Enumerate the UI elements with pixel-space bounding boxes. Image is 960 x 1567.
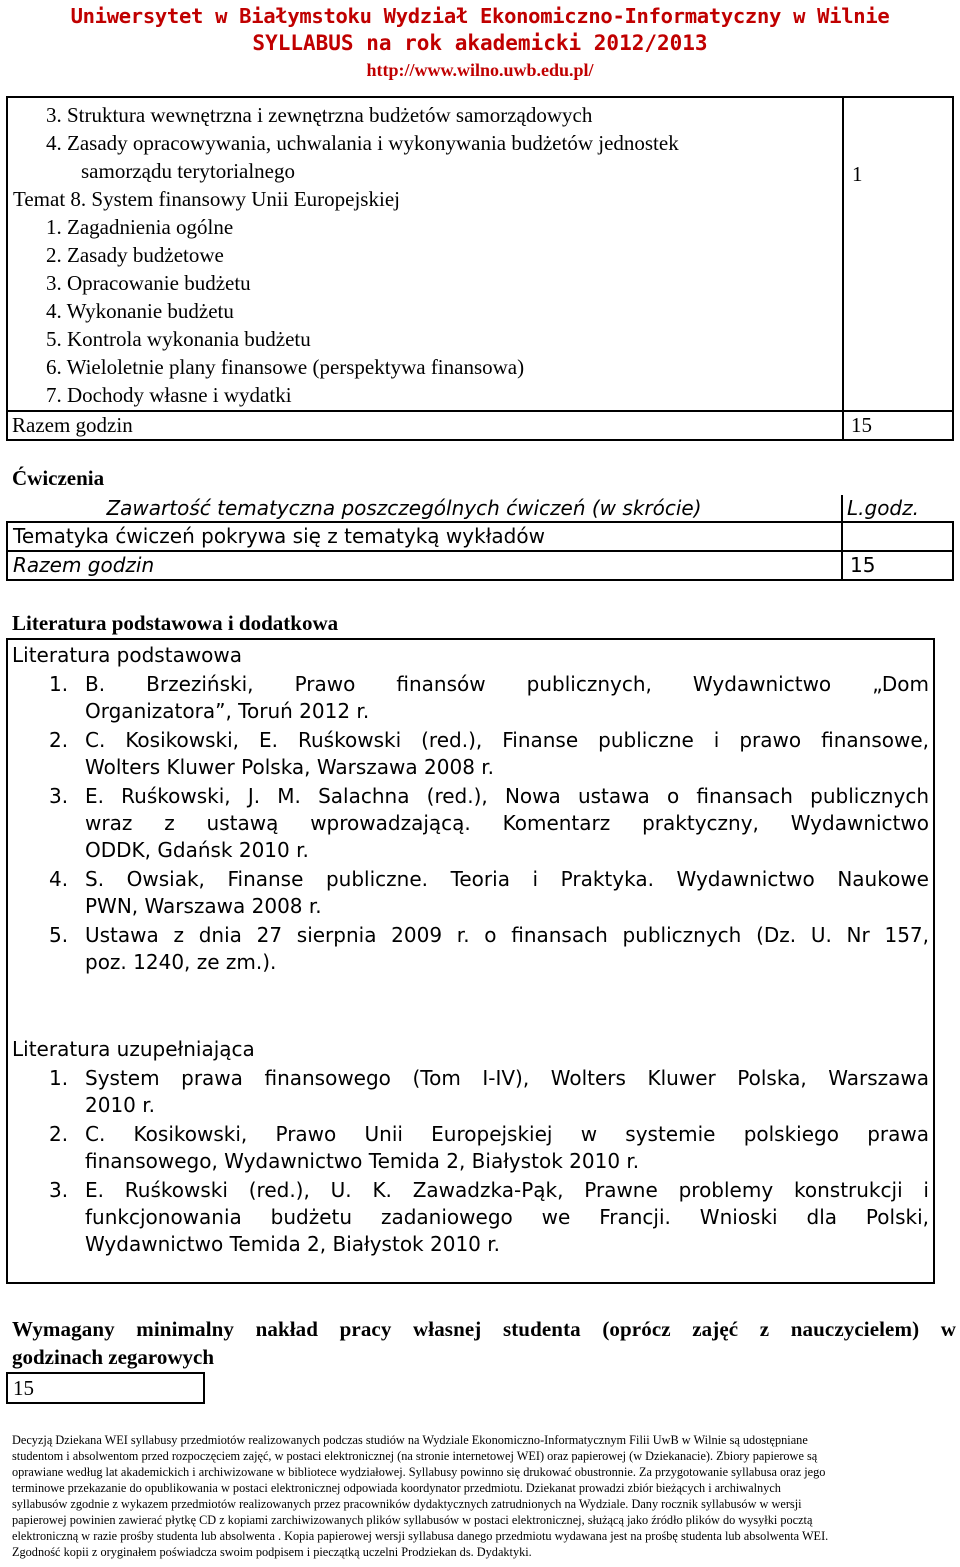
exercises-row-text: Tematyka ćwiczeń pokrywa się z tematyką wykładów [13, 524, 545, 548]
list-item-line: Wydawnictwo Temida 2, Białystok 2010 r. [85, 1232, 500, 1256]
topic-line: 2. Zasady budżetowe [46, 243, 224, 267]
workload-heading-cont: godzinach zegarowych [12, 1345, 215, 1369]
lecture-topics-table [6, 96, 954, 441]
basic-literature-label: Literatura podstawowa [12, 643, 243, 667]
workload-value: 15 [6, 1372, 205, 1404]
footer-line: syllabusów zgodnie z wykazem przedmiotów realizowanych przez pracowników dydaktycznych zatrudnionych na Wydziale. Dany rocznik syllabusów w wersji [12, 1497, 802, 1511]
list-item-line: B. Brzeziński, Prawo finansów publicznych, Wydawnictwo „Dom [85, 672, 929, 696]
list-number: 1. [49, 1066, 69, 1090]
list-number: 1. [49, 672, 69, 696]
list-item-line: PWN, Warszawa 2008 r. [85, 894, 322, 918]
list-item-line: ODDK, Gdańsk 2010 r. [85, 838, 309, 862]
list-number: 5. [49, 923, 69, 947]
total-label: Razem godzin [12, 413, 133, 437]
list-item-line: System prawa finansowego (Tom I-IV), Wolters Kluwer Polska, Warszawa [85, 1066, 929, 1090]
hours-value: 1 [852, 162, 863, 186]
exercises-table [6, 495, 954, 581]
footer-line: oprawiane według lat akademickich i archiwizowane w bibliotece wydziałowej. Syllabusy powinno się drukować obustronnie. Za przygotowanie syllabusa oraz jego [12, 1465, 826, 1479]
topic-line: 7. Dochody własne i wydatki [46, 383, 292, 407]
list-number: 2. [49, 1122, 69, 1146]
topic-line: samorządu terytorialnego [81, 159, 295, 183]
workload-heading: Wymagany minimalny nakład pracy własnej studenta (oprócz zajęć z nauczycielem) w [12, 1317, 956, 1341]
topics-cell [7, 97, 843, 411]
footer-line: terminowe przekazanie do opublikowania w postaci elektronicznej odpowiada koordynator przedmiotu. Dziekanat prowadzi zbiór bieżących i archiwalnych [12, 1481, 781, 1495]
list-number: 3. [49, 1178, 69, 1202]
faculty-url-link[interactable]: http://www.wilno.uwb.edu.pl/ [366, 60, 594, 80]
total-value-cell [843, 411, 953, 440]
exercises-hours-header-cell [842, 495, 953, 522]
topic-line: 3. Opracowanie budżetu [46, 271, 251, 295]
list-item-line: finansowego, Wydawnictwo Temida 2, Białystok 2010 r. [85, 1149, 640, 1173]
list-number: 4. [49, 867, 69, 891]
list-item-line: Organizatora”, Toruń 2012 r. [85, 699, 370, 723]
list-item-line: E. Ruśkowski, J. M. Salachna (red.), Nowa ustawa o finansach publicznych [85, 784, 929, 808]
extra-literature-label: Literatura uzupełniająca [12, 1037, 255, 1061]
topic-line: 4. Wykonanie budżetu [46, 299, 234, 323]
list-number: 2. [49, 728, 69, 752]
exercises-heading: Ćwiczenia [12, 466, 105, 490]
footer-line: Decyzją Dziekana WEI syllabusy przedmiotów realizowanych podczas studiów na Wydziale Ekonomiczno-Informatycznym Filii UwB w Wilnie są udostępniane [12, 1433, 808, 1447]
list-item-line: poz. 1240, ze zm.). [85, 950, 277, 974]
syllabus-year-title: SYLLABUS na rok akademicki 2012/2013 [252, 31, 708, 55]
topic-line: 5. Kontrola wykonania budżetu [46, 327, 311, 351]
list-number: 3. [49, 784, 69, 808]
list-item-line: C. Kosikowski, E. Ruśkowski (red.), Finanse publiczne i prawo finansowe, [85, 728, 929, 752]
list-item-line: Ustawa z dnia 27 sierpnia 2009 r. o finansach publicznych (Dz. U. Nr 157, [85, 923, 929, 947]
list-item-line: wraz z ustawą wprowadzającą. Komentarz praktyczny, Wydawnictwo [85, 811, 929, 835]
exercises-total-value-cell [842, 551, 953, 580]
exercises-row-cell [7, 522, 842, 551]
literature-box [6, 638, 935, 1284]
topic-line: 6. Wieloletnie plany finansowe (perspektywa finansowa) [46, 355, 525, 379]
exercises-col-header-cell [7, 495, 842, 522]
list-item-line: 2010 r. [85, 1093, 155, 1117]
footer-line: Zgodność kopii z oryginałem poświadcza swoim podpisem i pieczątką uczelni Prodziekan ds. Dydaktyki. [12, 1545, 532, 1559]
exercises-hours-header: L.godz. [847, 496, 919, 520]
exercises-total-value: 15 [850, 553, 876, 577]
list-item-line: S. Owsiak, Finanse publiczne. Teoria i Praktyka. Wydawnictwo Naukowe [85, 867, 929, 891]
topic-line: 3. Struktura wewnętrzna i zewnętrzna budżetów samorządowych [46, 103, 593, 127]
footer-line: studentom i absolwentom przed rozpoczęciem zajęć, w postaci elektronicznej (na stronie internetowej WEI) oraz papierowej (w Dziekanacie). Zbiory papierowe są [12, 1449, 818, 1463]
exercises-total-label: Razem godzin [13, 553, 155, 577]
exercises-total-label-cell [7, 551, 842, 580]
hours-cell [843, 97, 953, 411]
literature-heading: Literatura podstawowa i dodatkowa [12, 611, 339, 635]
topic-line: 4. Zasady opracowywania, uchwalania i wykonywania budżetów jednostek [46, 131, 679, 155]
list-item-line: funkcjonowania budżetu zadaniowego we Francji. Wnioski dla Polski, [85, 1205, 929, 1229]
topic-line: 1. Zagadnienia ogólne [46, 215, 234, 239]
footer-line: papierowej powinien zawierać płytkę CD z kopiami zarchiwizowanych plików syllabusów w postaci elektronicznej, służącą jako źródło plików do wysyłki pocztą [12, 1513, 813, 1527]
exercises-col-header: Zawartość tematyczna poszczególnych ćwiczeń (w skrócie) [106, 496, 702, 520]
list-item-line: Wolters Kluwer Polska, Warszawa 2008 r. [85, 755, 495, 779]
topic-heading: Temat 8. System finansowy Unii Europejskiej [13, 187, 400, 211]
total-value: 15 [851, 413, 872, 437]
exercises-row-hours-cell [842, 522, 953, 551]
total-label-cell [7, 411, 843, 440]
footer-line: elektroniczną w razie prośby studenta lub absolwenta . Kopia papierowej wersji syllabusa danego przedmiotu wydawana jest na prośbę studenta lub absolwenta WEI. [12, 1529, 829, 1543]
list-item-line: E. Ruśkowski (red.), U. K. Zawadzka-Pąk, Prawne problemy konstrukcji i [85, 1178, 929, 1202]
university-header: Uniwersytet w Białymstoku Wydział Ekonomiczno-Informatyczny w Wilnie [70, 4, 890, 28]
list-item-line: C. Kosikowski, Prawo Unii Europejskiej w systemie polskiego prawa [85, 1122, 929, 1146]
